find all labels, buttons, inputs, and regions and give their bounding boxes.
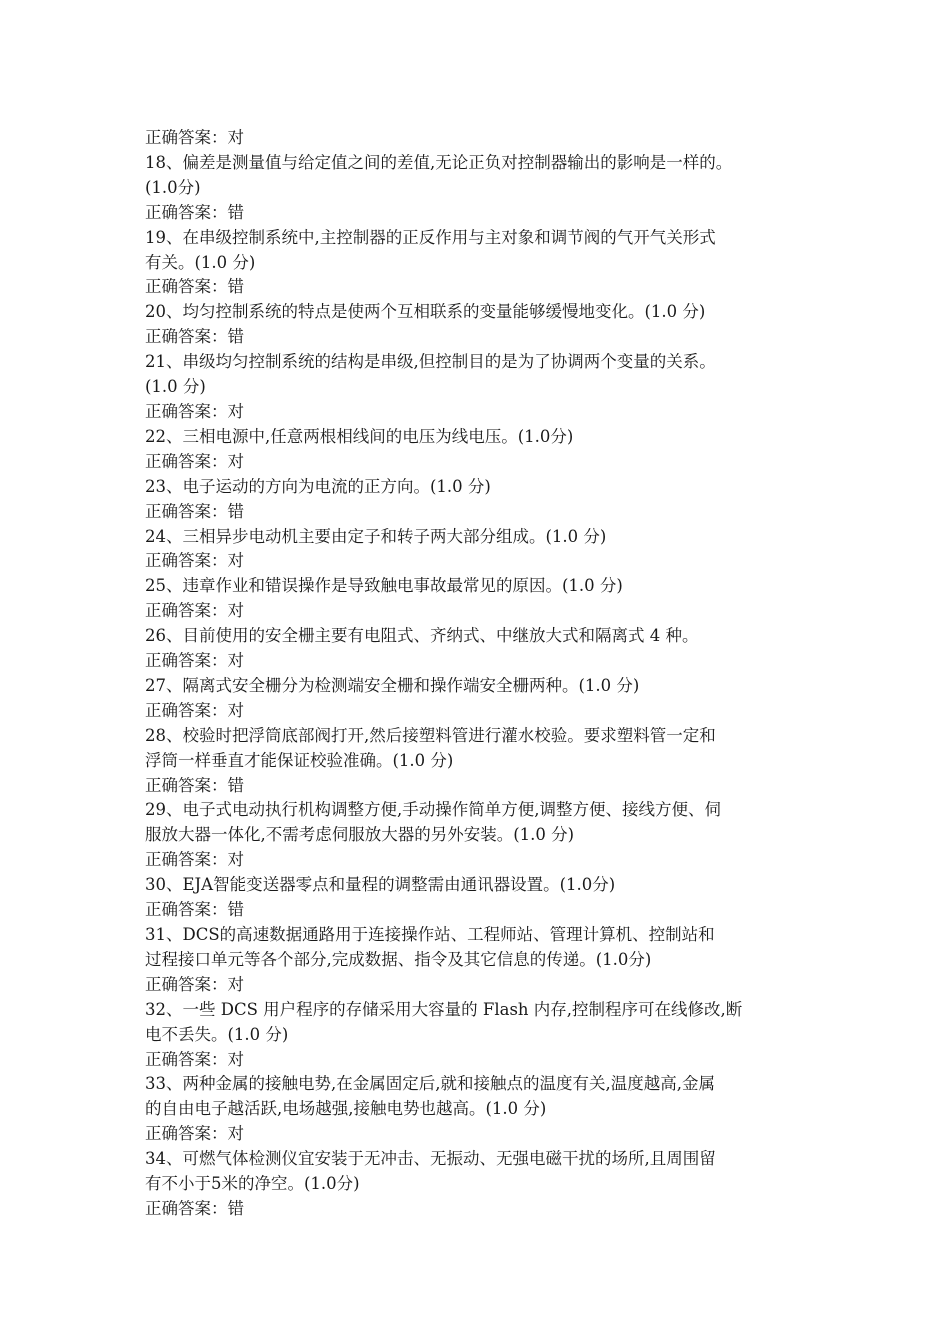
question-31: 31、DCS的高速数据通路用于连接操作站、工程师站、管理计算机、控制站和 [145,925,715,944]
answer-19: 正确答案：错 [145,277,244,297]
question-28: 28、校验时把浮筒底部阀打开,然后接塑料管进行灌水校验。要求塑料管一定和 [145,725,716,745]
question-20: 20、均匀控制系统的特点是使两个互相联系的变量能够缓慢地变化。(1.0 分) [145,302,706,322]
question-19: 19、在串级控制系统中,主控制器的正反作用与主对象和调节阀的气开气关形式 [145,227,716,247]
answer-20: 正确答案：错 [145,327,244,347]
question-25: 25、违章作业和错误操作是导致触电事故最常见的原因。(1.0 分) [145,576,623,596]
question-33-cont: 的自由电子越活跃,电场越强,接触电势也越高。(1.0 分) [145,1099,547,1119]
answer-18: 正确答案：错 [145,202,244,222]
answer-32: 正确答案：对 [145,1049,244,1069]
question-21-score: (1.0 分) [145,377,206,397]
question-26: 26、目前使用的安全栅主要有电阻式、齐纳式、中继放大式和隔离式 4 种。 [145,626,699,646]
question-32: 32、一些 DCS 用户程序的存储采用大容量的 Flash 内存,控制程序可在线修改,断 [145,999,743,1019]
answer-26: 正确答案：对 [145,651,244,671]
question-23: 23、电子运动的方向为电流的正方向。(1.0 分) [145,476,491,496]
answer-line: 正确答案：对 [145,128,244,147]
answer-25: 正确答案：对 [145,601,244,621]
answer-33: 正确答案：对 [145,1124,244,1144]
answer-27: 正确答案：对 [145,700,244,720]
question-32-cont: 电不丢失。(1.0 分) [145,1024,289,1044]
question-30: 30、EJA智能变送器零点和量程的调整需由通讯器设置。(1.0分) [145,875,616,895]
question-19-cont: 有关。(1.0 分) [145,252,256,272]
question-22: 22、三相电源中,任意两根相线间的电压为线电压。(1.0分) [145,426,574,446]
answer-29: 正确答案：对 [145,850,244,870]
answer-21: 正确答案：对 [145,401,244,421]
question-list [145,126,825,1222]
question-31-cont: 过程接口单元等各个部分,完成数据、指令及其它信息的传递。(1.0分) [145,949,652,969]
question-29-cont: 服放大器一体化,不需考虑伺服放大器的另外安装。(1.0 分) [145,825,575,845]
question-33: 33、两种金属的接触电势,在金属固定后,就和接触点的温度有关,温度越高,金属 [145,1074,715,1094]
question-21: 21、串级均匀控制系统的结构是串级,但控制目的是为了协调两个变量的关系。 [145,352,716,372]
answer-31: 正确答案：对 [145,974,244,994]
answer-23: 正确答案：错 [145,501,244,521]
question-24: 24、三相异步电动机主要由定子和转子两大部分组成。(1.0 分) [145,526,607,546]
question-27: 27、隔离式安全栅分为检测端安全栅和操作端安全栅两种。(1.0 分) [145,675,640,695]
question-28-cont: 浮筒一样垂直才能保证校验准确。(1.0 分) [145,750,454,770]
question-18-score: (1.0分) [145,177,201,197]
answer-34: 正确答案：错 [145,1198,244,1218]
question-34-cont: 有不小于5米的净空。(1.0分) [145,1174,360,1194]
answer-30: 正确答案：错 [145,900,244,920]
answer-24: 正确答案：对 [145,551,244,571]
answer-22: 正确答案：对 [145,451,244,471]
question-34: 34、可燃气体检测仪宜安装于无冲击、无振动、无强电磁干扰的场所,且周围留 [145,1149,716,1169]
question-18: 18、偏差是测量值与给定值之间的差值,无论正负对控制器输出的影响是一样的。 [145,152,733,172]
answer-28: 正确答案：错 [145,775,244,795]
question-29: 29、电子式电动执行机构调整方便,手动操作简单方便,调整方便、接线方便、伺 [145,800,721,820]
